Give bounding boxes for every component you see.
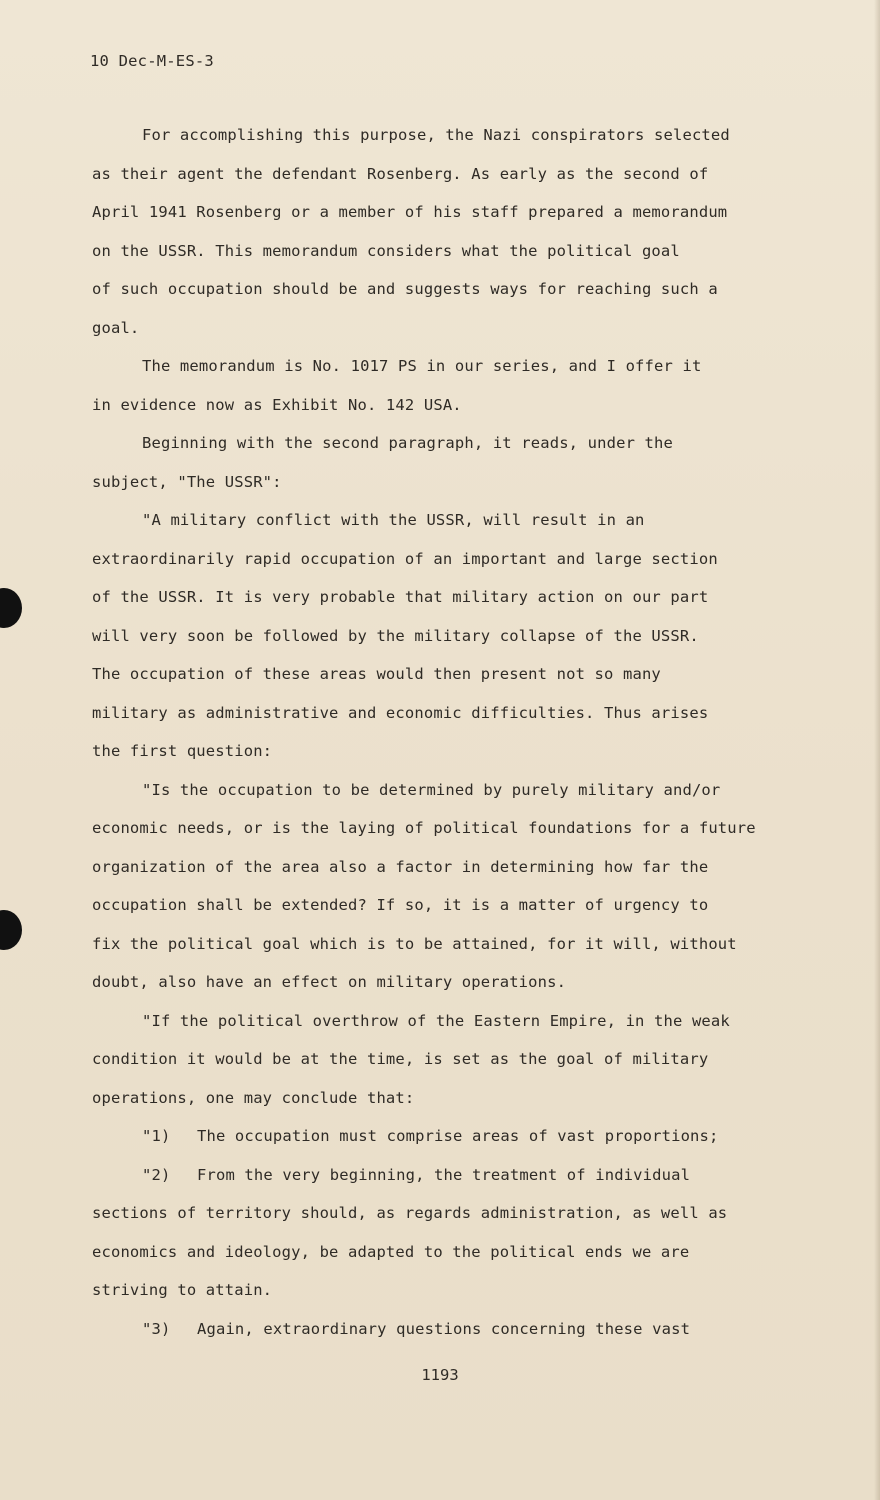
text-line: condition it would be at the time, is set as the goal of military bbox=[92, 1050, 709, 1068]
document-reference: 10 Dec-M-ES-3 bbox=[90, 52, 214, 70]
text-line: The occupation of these areas would then present not so many bbox=[92, 665, 661, 683]
text-line: economics and ideology, be adapted to the political ends we are bbox=[92, 1242, 690, 1261]
text-line: April 1941 Rosenberg or a member of his staff prepared a memorandum bbox=[92, 203, 728, 221]
text-line: striving to attain. bbox=[92, 1281, 273, 1299]
page-edge-shadow bbox=[874, 0, 880, 1500]
text-line: on the USSR. This memorandum considers what the political goal bbox=[92, 241, 680, 260]
text-line: doubt, also have an effect on military operations. bbox=[92, 973, 567, 991]
body-text bbox=[92, 122, 782, 1354]
text-line: For accomplishing this purpose, the Nazi conspirators selected bbox=[142, 126, 730, 144]
list-item bbox=[92, 1316, 782, 1355]
binder-hole-upper bbox=[0, 588, 22, 628]
text-line: subject, "The USSR": bbox=[92, 472, 282, 491]
text-line: military as administrative and economic difficulties. Thus arises bbox=[92, 703, 709, 722]
list-item bbox=[92, 1162, 782, 1201]
text-line: "A military conflict with the USSR, will result in an bbox=[142, 511, 645, 529]
text-line: of such occupation should be and suggests ways for reaching such a bbox=[92, 280, 718, 298]
text-line: of the USSR. It is very probable that military action on our part bbox=[92, 588, 709, 606]
text-line: Beginning with the second paragraph, it reads, under the bbox=[142, 434, 673, 452]
page-number: 1193 bbox=[421, 1366, 459, 1384]
text-line: will very soon be followed by the military collapse of the USSR. bbox=[92, 626, 699, 645]
text-line: organization of the area also a factor in determining how far the bbox=[92, 857, 709, 876]
text-line: goal. bbox=[92, 318, 140, 337]
text-line: operations, one may conclude that: bbox=[92, 1088, 415, 1107]
text-line: "Is the occupation to be determined by purely military and/or bbox=[142, 780, 721, 799]
text-line: occupation shall be extended? If so, it is a matter of urgency to bbox=[92, 896, 709, 914]
text-line: the first question: bbox=[92, 742, 273, 760]
text-line: From the very beginning, the treatment of individual bbox=[197, 1165, 691, 1184]
binder-hole-lower bbox=[0, 910, 22, 950]
list-item bbox=[92, 1123, 782, 1162]
list-marker: "2) bbox=[142, 1165, 171, 1184]
text-line: Again, extraordinary questions concerning these vast bbox=[197, 1319, 691, 1338]
text-line: extraordinarily rapid occupation of an important and large section bbox=[92, 549, 718, 568]
text-line: sections of territory should, as regards administration, as well as bbox=[92, 1204, 728, 1222]
text-line: in evidence now as Exhibit No. 142 USA. bbox=[92, 395, 462, 414]
text-line: The memorandum is No. 1017 PS in our series, and I offer it bbox=[142, 357, 702, 375]
text-line: The occupation must comprise areas of vast proportions; bbox=[197, 1127, 719, 1145]
text-line: "If the political overthrow of the Eastern Empire, in the weak bbox=[142, 1011, 730, 1030]
list-marker: "1) bbox=[142, 1127, 171, 1145]
list-marker: "3) bbox=[142, 1319, 171, 1338]
text-line: as their agent the defendant Rosenberg. As early as the second of bbox=[92, 164, 709, 183]
text-line: economic needs, or is the laying of political foundations for a future bbox=[92, 819, 756, 837]
text-line: fix the political goal which is to be attained, for it will, without bbox=[92, 934, 737, 953]
